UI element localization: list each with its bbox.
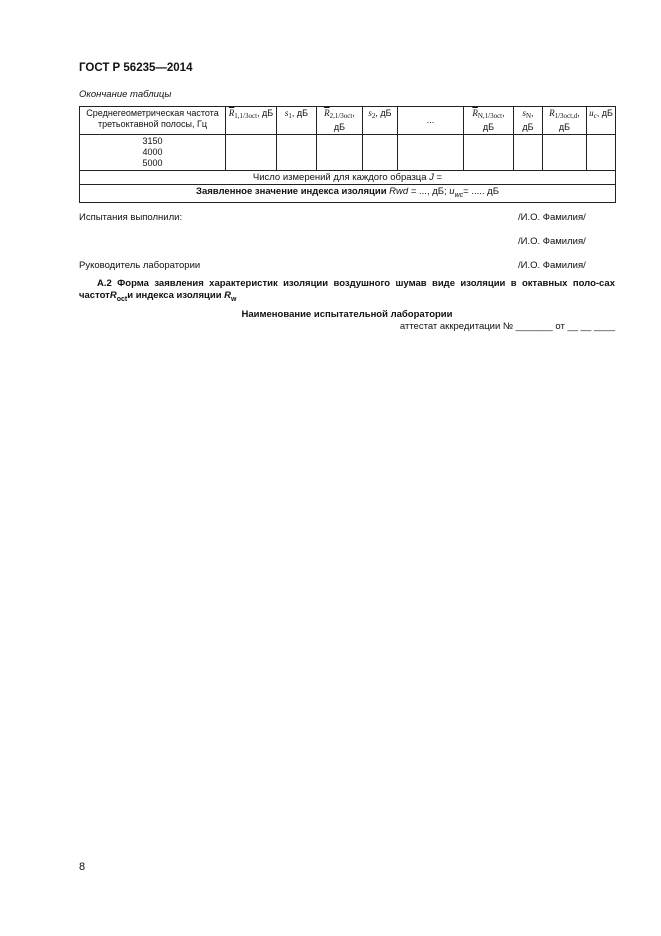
col-sn-header: $s_N$, дБ	[514, 107, 543, 135]
count-row	[80, 171, 616, 185]
performed-by-label: Испытания выполнили:	[79, 212, 183, 223]
signature-name: /И.О. Фамилия/	[518, 260, 586, 271]
empty-cell	[277, 135, 317, 171]
col-frequency-header: Среднегеометрическая частота третьоктавной полосы, Гц	[80, 107, 226, 135]
table-continuation-label: Окончание таблицы	[79, 89, 172, 100]
frequency-value: 5000	[142, 158, 163, 168]
frequency-value: 3150	[142, 136, 163, 146]
signature-name: /И.О. Фамилия/	[518, 236, 586, 247]
empty-cell	[543, 135, 587, 171]
empty-cell	[514, 135, 543, 171]
col-rd-header: $R_{1/3oct,d}$, дБ	[543, 107, 587, 135]
col-ellipsis-header: ...	[398, 107, 464, 135]
accreditation-line: аттестат аккредитации № _______ от __ __ ____	[399, 321, 615, 332]
empty-cell	[464, 135, 514, 171]
table-data-row	[80, 135, 616, 171]
declared-row	[80, 185, 616, 203]
document-header: ГОСТ Р 56235—2014	[79, 62, 193, 74]
declared-row-cell: Заявленное значение индекса изоляции Rwd = ..., дБ; $u_{wc}=$ ..... дБ	[80, 185, 616, 203]
frequency-value: 4000	[142, 147, 163, 157]
col-r2-header: $\overline{R}_{2,1/3oct}$, дБ	[317, 107, 363, 135]
empty-cell	[398, 135, 464, 171]
count-row-cell: Число измерений для каждого образца J =	[80, 171, 616, 185]
col-uc-header: $u_c$, дБ	[587, 107, 616, 135]
col-r1-header: $\overline{R}_{1,1/3oct}$, дБ	[226, 107, 277, 135]
col-rn-header: $\overline{R}_{N,1/3oct}$, дБ	[464, 107, 514, 135]
signature-name: /И.О. Фамилия/	[518, 212, 586, 223]
page-number: 8	[79, 861, 86, 873]
section-a2-heading: А.2 Форма заявления характеристик изоляции воздушного шумав виде изоляции в октавных поло-сах частотR$_{oct}$и индекса изоляции $R_w$	[79, 278, 615, 303]
lab-name: Наименование испытательной лаборатории	[241, 309, 453, 320]
empty-cell	[226, 135, 277, 171]
col-s1-header: $s_1$, дБ	[277, 107, 317, 135]
empty-cell	[587, 135, 616, 171]
col-s2-header: $s_2$, дБ	[363, 107, 398, 135]
table-header-row	[80, 107, 616, 135]
empty-cell	[317, 135, 363, 171]
results-table	[79, 106, 616, 203]
frequency-cell	[80, 135, 226, 171]
empty-cell	[363, 135, 398, 171]
lab-head-label: Руководитель лаборатории	[79, 260, 201, 271]
